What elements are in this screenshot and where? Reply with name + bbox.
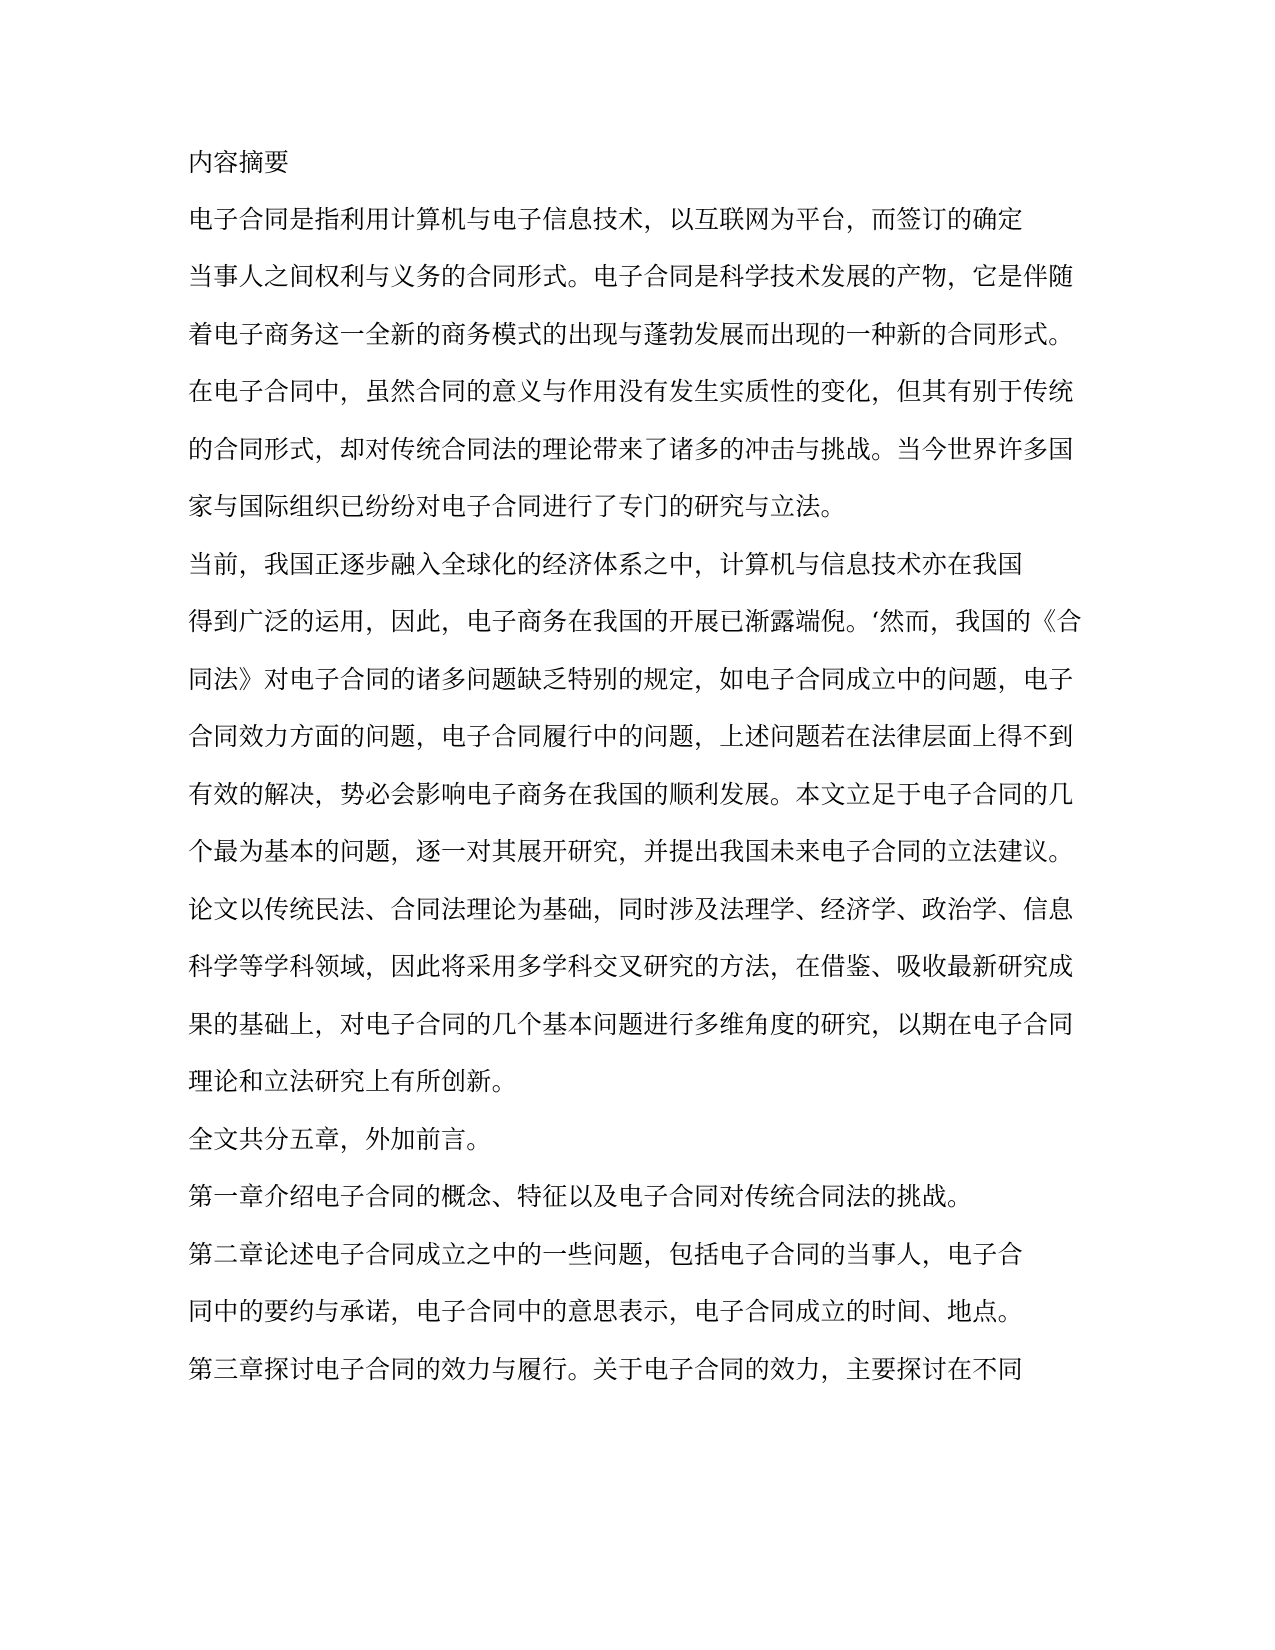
text-line-19: 第二章论述电子合同成立之中的一些问题，包括电子合同的当事人，电子合 (188, 1240, 1023, 1269)
text-line-18: 第一章介绍电子合同的概念、特征以及电子合同对传统合同法的挑战。 (188, 1182, 973, 1211)
abstract-heading: 内容摘要 (188, 148, 290, 177)
text-line-12: 个最为基本的问题，逐一对其展开研究，并提出我国未来电子合同的立法建议。 (188, 837, 1074, 866)
text-line-17: 全文共分五章，外加前言。 (188, 1125, 492, 1154)
text-line-10: 合同效力方面的问题，电子合同履行中的问题，上述问题若在法律层面上得不到 (188, 722, 1074, 751)
text-line-20: 同中的要约与承诺，电子合同中的意思表示，电子合同成立的时间、地点。 (188, 1297, 1023, 1326)
text-line-4: 在电子合同中，虽然合同的意义与作用没有发生实质性的变化，但其有别于传统 (188, 377, 1074, 406)
text-line-14: 科学等学科领域，因此将采用多学科交叉研究的方法，在借鉴、吸收最新研究成 (188, 952, 1074, 981)
text-line-5: 的合同形式，却对传统合同法的理论带来了诸多的冲击与挑战。当今世界许多国 (188, 435, 1074, 464)
text-line-15: 果的基础上，对电子合同的几个基本问题进行多维角度的研究，以期在电子合同 (188, 1010, 1074, 1039)
text-line-7: 当前，我国正逐步融入全球化的经济体系之中，计算机与信息技术亦在我国 (188, 550, 1023, 579)
text-line-21: 第三章探讨电子合同的效力与履行。关于电子合同的效力，主要探讨在不同 (188, 1355, 1023, 1384)
text-line-16: 理论和立法研究上有所创新。 (188, 1067, 517, 1096)
text-line-3: 着电子商务这一全新的商务模式的出现与蓬勃发展而出现的一种新的合同形式。 (188, 320, 1074, 349)
text-line-9: 同法》对电子合同的诸多问题缺乏特别的规定，如电子合同成立中的问题，电子 (188, 665, 1074, 694)
text-line-8: 得到广泛的运用，因此，电子商务在我国的开展已渐露端倪。‘然而，我国的《合 (188, 607, 1082, 636)
text-line-13: 论文以传统民法、合同法理论为基础，同时涉及法理学、经济学、政治学、信息 (188, 895, 1074, 924)
text-line-2: 当事人之间权利与义务的合同形式。电子合同是科学技术发展的产物，它是伴随 (188, 262, 1074, 291)
text-line-1: 电子合同是指利用计算机与电子信息技术，以互联网为平台，而签订的确定 (188, 205, 1023, 234)
text-line-11: 有效的解决，势必会影响电子商务在我国的顺利发展。本文立足于电子合同的几 (188, 780, 1074, 809)
text-line-6: 家与国际组织已纷纷对电子合同进行了专门的研究与立法。 (188, 492, 846, 521)
